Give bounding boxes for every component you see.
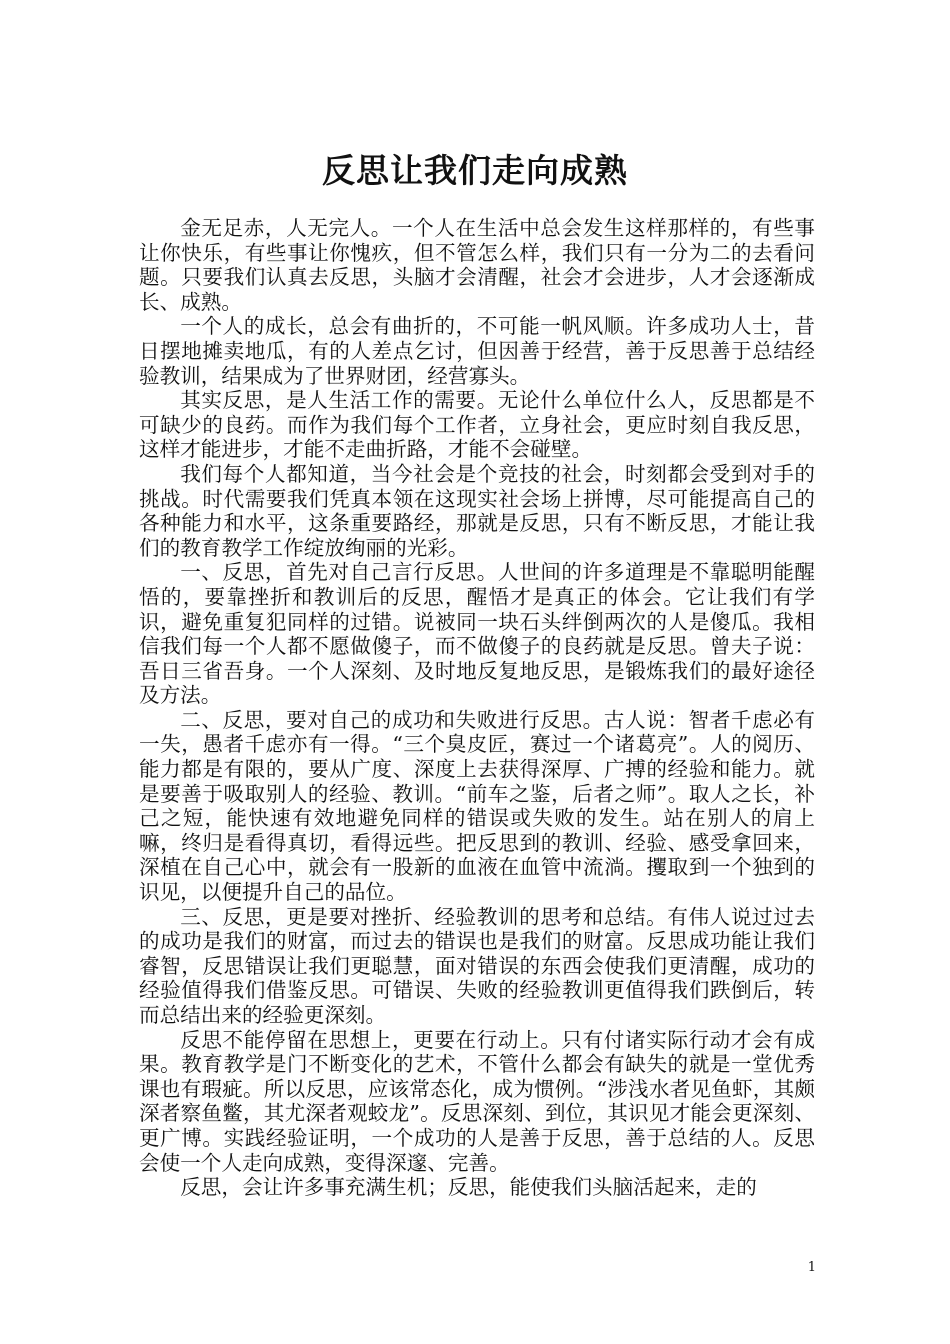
- page-number: 1: [807, 1260, 816, 1275]
- paragraph: 反思，会让许多事充满生机；反思，能使我们头脑活起来，走的: [180, 1175, 757, 1200]
- paragraph: 反思不能停留在思想上，更要在行动上。只有付诸实际行动才会有成果。教育教学是门不断变化的艺术，不管什么都会有缺失的就是一堂优秀课也有瑕疵。所以反思，应该常态化，成为惯例。“涉浅水者见鱼虾，其颇深者察鱼鳖，其尤深者观蛟龙”。反思深刻、到位，其识见才能会更深刻、更广博。实践经验证明，一个成功的人是善于反思，善于总结的人。反思会使一个人走向成熟，变得深邃、完善。: [139, 1027, 815, 1175]
- document-body: [139, 216, 815, 1200]
- paragraph: 三、反思，更是要对挫折、经验教训的思考和总结。有伟人说过过去的成功是我们的财富，而过去的错误也是我们的财富。反思成功能让我们睿智，反思错误让我们更聪慧，面对错误的东西会使我们更清醒，成功的经验值得我们借鉴反思。可错误、失败的经验教训更值得我们跌倒后，转而总结出来的经验更深刻。: [139, 904, 815, 1027]
- paragraph: 二、反思，要对自己的成功和失败进行反思。古人说：智者千虑必有一失，愚者千虑亦有一得。“三个臭皮匠，赛过一个诸葛亮”。人的阅历、能力都是有限的，要从广度、深度上去获得深厚、广搏的经验和能力。就是要善于吸取别人的经验、教训。“前车之鉴，后者之师”。取人之长，补己之短，能快速有效地避免同样的错误或失败的发生。站在别人的肩上嘛，终归是看得真切，看得远些。把反思到的教训、经验、感受拿回来，深植在自己心中，就会有一股新的血液在血管中流淌。攫取到一个独到的识见，以便提升自己的品位。: [139, 707, 815, 905]
- paragraph: 一、反思，首先对自己言行反思。人世间的许多道理是不靠聪明能醒悟的，要靠挫折和教训后的反思，醒悟才是真正的体会。它让我们有学识，避免重复犯同样的过错。说被同一块石头绊倒两次的人是傻瓜。我相信我们每一个人都不愿做傻子，而不做傻子的良药就是反思。曾夫子说：吾日三省吾身。一个人深刻、及时地反复地反思，是锻炼我们的最好途径及方法。: [139, 560, 815, 708]
- paragraph: 我们每个人都知道，当今社会是个竞技的社会，时刻都会受到对手的挑战。时代需要我们凭真本领在这现实社会场上拼博，尽可能提高自己的各种能力和水平，这条重要路经，那就是反思，只有不断反思，才能让我们的教育教学工作绽放绚丽的光彩。: [139, 461, 815, 560]
- paragraph: 其实反思，是人生活工作的需要。无论什么单位什么人，反思都是不可缺少的良药。而作为我们每个工作者，立身社会，更应时刻自我反思，这样才能进步，才能不走曲折路，才能不会碰壁。: [139, 388, 815, 462]
- paragraph: 一个人的成长，总会有曲折的，不可能一帆风顺。许多成功人士，昔日摆地摊卖地瓜，有的人差点乞讨，但因善于经营，善于反思善于总结经验教训，结果成为了世界财团，经营寡头。: [139, 314, 815, 388]
- document-title: 反思让我们走向成熟: [322, 151, 628, 190]
- paragraph: 金无足赤，人无完人。一个人在生活中总会发生这样那样的，有些事让你快乐，有些事让你愧疚，但不管怎么样，我们只有一分为二的去看问题。只要我们认真去反思，头脑才会清醒，社会才会进步，人才会逐渐成长、成熟。: [139, 216, 815, 314]
